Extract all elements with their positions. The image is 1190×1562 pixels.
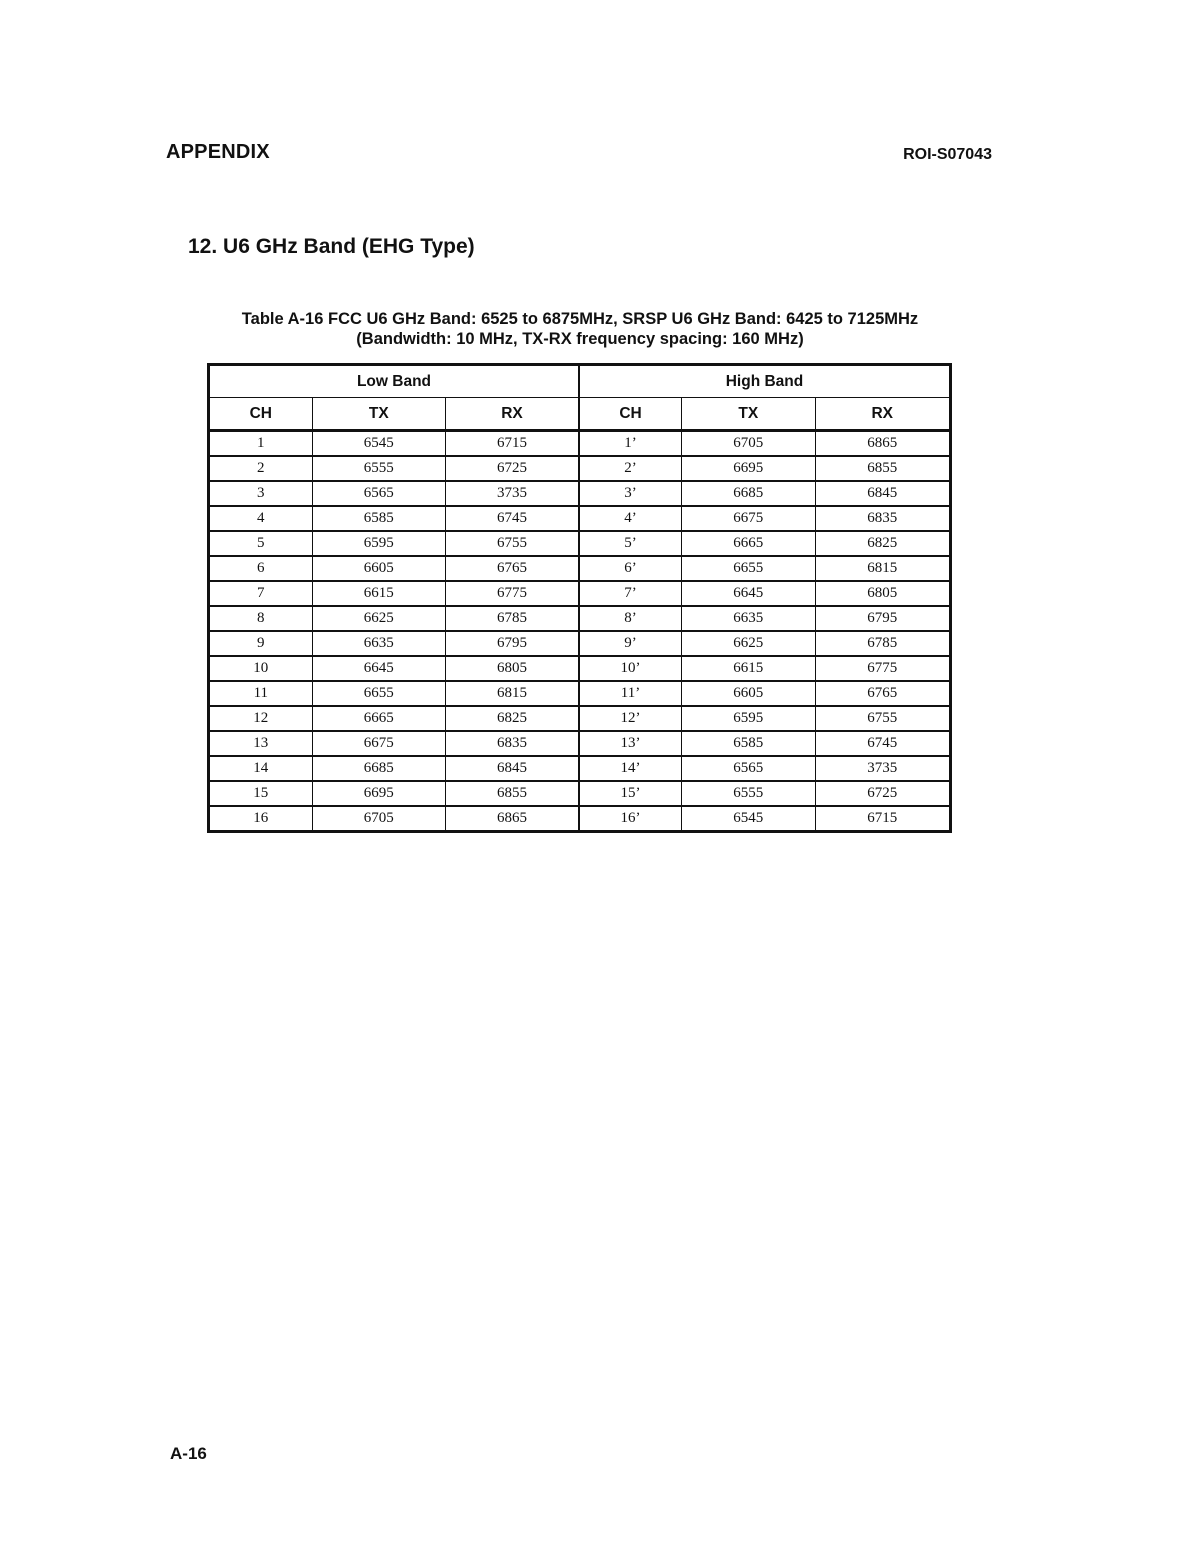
table-cell: 6815	[815, 556, 950, 581]
column-header: CH	[579, 398, 682, 431]
table-row	[209, 431, 951, 457]
table-row	[209, 731, 951, 756]
table-cell: 6585	[682, 731, 815, 756]
table-cell: 9’	[579, 631, 682, 656]
table-cell: 13	[209, 731, 313, 756]
table-cell: 6555	[682, 781, 815, 806]
table-row	[209, 781, 951, 806]
table-cell: 3	[209, 481, 313, 506]
table-caption-line1: Table A-16 FCC U6 GHz Band: 6525 to 6875MHz, SRSP U6 GHz Band: 6425 to 7125MHz	[241, 310, 919, 328]
table-row	[209, 456, 951, 481]
table-cell: 6805	[815, 581, 950, 606]
table-row	[209, 756, 951, 781]
table-cell: 6685	[682, 481, 815, 506]
table-row	[209, 631, 951, 656]
table-cell: 3735	[815, 756, 950, 781]
table-row	[209, 706, 951, 731]
table-cell: 6835	[446, 731, 579, 756]
table-cell: 6865	[815, 431, 950, 457]
table-cell: 6655	[682, 556, 815, 581]
table-cell: 6545	[682, 806, 815, 832]
table-cell: 6755	[446, 531, 579, 556]
table-cell: 6595	[312, 531, 445, 556]
table-cell: 6595	[682, 706, 815, 731]
table-cell: 6855	[446, 781, 579, 806]
table-cell: 6745	[815, 731, 950, 756]
table-cell: 13’	[579, 731, 682, 756]
table-cell: 6615	[682, 656, 815, 681]
table-row	[209, 506, 951, 531]
table-cell: 6605	[682, 681, 815, 706]
column-header: RX	[446, 398, 579, 431]
table-cell: 6585	[312, 506, 445, 531]
table-cell: 7’	[579, 581, 682, 606]
table-cell: 12	[209, 706, 313, 731]
table-cell: 6635	[312, 631, 445, 656]
section-title: 12. U6 GHz Band (EHG Type)	[188, 235, 475, 258]
table-cell: 6845	[815, 481, 950, 506]
table-cell: 4’	[579, 506, 682, 531]
table-cell: 6845	[446, 756, 579, 781]
table-cell: 6’	[579, 556, 682, 581]
table-cell: 6625	[682, 631, 815, 656]
table-cell: 6865	[446, 806, 579, 832]
table-cell: 6665	[312, 706, 445, 731]
page-number: A-16	[170, 1444, 207, 1463]
table-cell: 5	[209, 531, 313, 556]
table-row	[209, 481, 951, 506]
table-cell: 6665	[682, 531, 815, 556]
table-cell: 6855	[815, 456, 950, 481]
table-cell: 6785	[815, 631, 950, 656]
table-cell: 2’	[579, 456, 682, 481]
table-cell: 6715	[446, 431, 579, 457]
table-cell: 12’	[579, 706, 682, 731]
table-cell: 6615	[312, 581, 445, 606]
table-cell: 15’	[579, 781, 682, 806]
table-cell: 15	[209, 781, 313, 806]
table-cell: 8	[209, 606, 313, 631]
table-cell: 6695	[682, 456, 815, 481]
table-cell: 6835	[815, 506, 950, 531]
table-cell: 6565	[682, 756, 815, 781]
table-cell: 6785	[446, 606, 579, 631]
table-cell: 16	[209, 806, 313, 832]
table-cell: 3’	[579, 481, 682, 506]
table-cell: 1	[209, 431, 313, 457]
table-cell: 8’	[579, 606, 682, 631]
table-cell: 5’	[579, 531, 682, 556]
table-cell: 6725	[815, 781, 950, 806]
table-cell: 6725	[446, 456, 579, 481]
table-cell: 6775	[815, 656, 950, 681]
table-cell: 14	[209, 756, 313, 781]
table-row	[209, 531, 951, 556]
table-cell: 6805	[446, 656, 579, 681]
header-document-id: ROI-S07043	[903, 146, 992, 163]
table-cell: 6705	[682, 431, 815, 457]
table-cell: 11	[209, 681, 313, 706]
table-cell: 6685	[312, 756, 445, 781]
table-cell: 6825	[446, 706, 579, 731]
table-cell: 6645	[312, 656, 445, 681]
table-cell: 6695	[312, 781, 445, 806]
table-cell: 6645	[682, 581, 815, 606]
table-cell: 10	[209, 656, 313, 681]
table-cell: 6555	[312, 456, 445, 481]
table-row	[209, 581, 951, 606]
table-cell: 6	[209, 556, 313, 581]
table-cell: 6795	[815, 606, 950, 631]
table-cell: 16’	[579, 806, 682, 832]
table-cell: 6655	[312, 681, 445, 706]
table-row	[209, 656, 951, 681]
table-cell: 4	[209, 506, 313, 531]
high-band-header: High Band	[579, 365, 951, 398]
table-cell: 6675	[312, 731, 445, 756]
table-cell: 6675	[682, 506, 815, 531]
table-row	[209, 556, 951, 581]
table-cell: 6545	[312, 431, 445, 457]
table-cell: 6775	[446, 581, 579, 606]
table-cell: 6715	[815, 806, 950, 832]
table-cell: 6765	[446, 556, 579, 581]
table-cell: 14’	[579, 756, 682, 781]
header-appendix-label: APPENDIX	[166, 141, 270, 163]
table-row	[209, 806, 951, 832]
column-header: TX	[312, 398, 445, 431]
table-body	[209, 431, 951, 832]
frequency-table	[207, 363, 952, 833]
table-cell: 6825	[815, 531, 950, 556]
table-cell: 2	[209, 456, 313, 481]
table-row	[209, 606, 951, 631]
low-band-header: Low Band	[209, 365, 579, 398]
table-cell: 6625	[312, 606, 445, 631]
table-cell: 6705	[312, 806, 445, 832]
column-header: RX	[815, 398, 950, 431]
table-cell: 1’	[579, 431, 682, 457]
table-caption-line2: (Bandwidth: 10 MHz, TX-RX frequency spacing: 160 MHz)	[356, 330, 804, 348]
table-cell: 7	[209, 581, 313, 606]
table-cell: 6755	[815, 706, 950, 731]
table-cell: 6745	[446, 506, 579, 531]
table-cell: 6795	[446, 631, 579, 656]
table-cell: 11’	[579, 681, 682, 706]
table-row	[209, 681, 951, 706]
table-cell: 10’	[579, 656, 682, 681]
table-cell: 6635	[682, 606, 815, 631]
table-cell: 6605	[312, 556, 445, 581]
table-cell: 6815	[446, 681, 579, 706]
column-header: TX	[682, 398, 815, 431]
table-cell: 9	[209, 631, 313, 656]
table-cell: 3735	[446, 481, 579, 506]
table-cell: 6565	[312, 481, 445, 506]
table-cell: 6765	[815, 681, 950, 706]
column-header: CH	[209, 398, 313, 431]
